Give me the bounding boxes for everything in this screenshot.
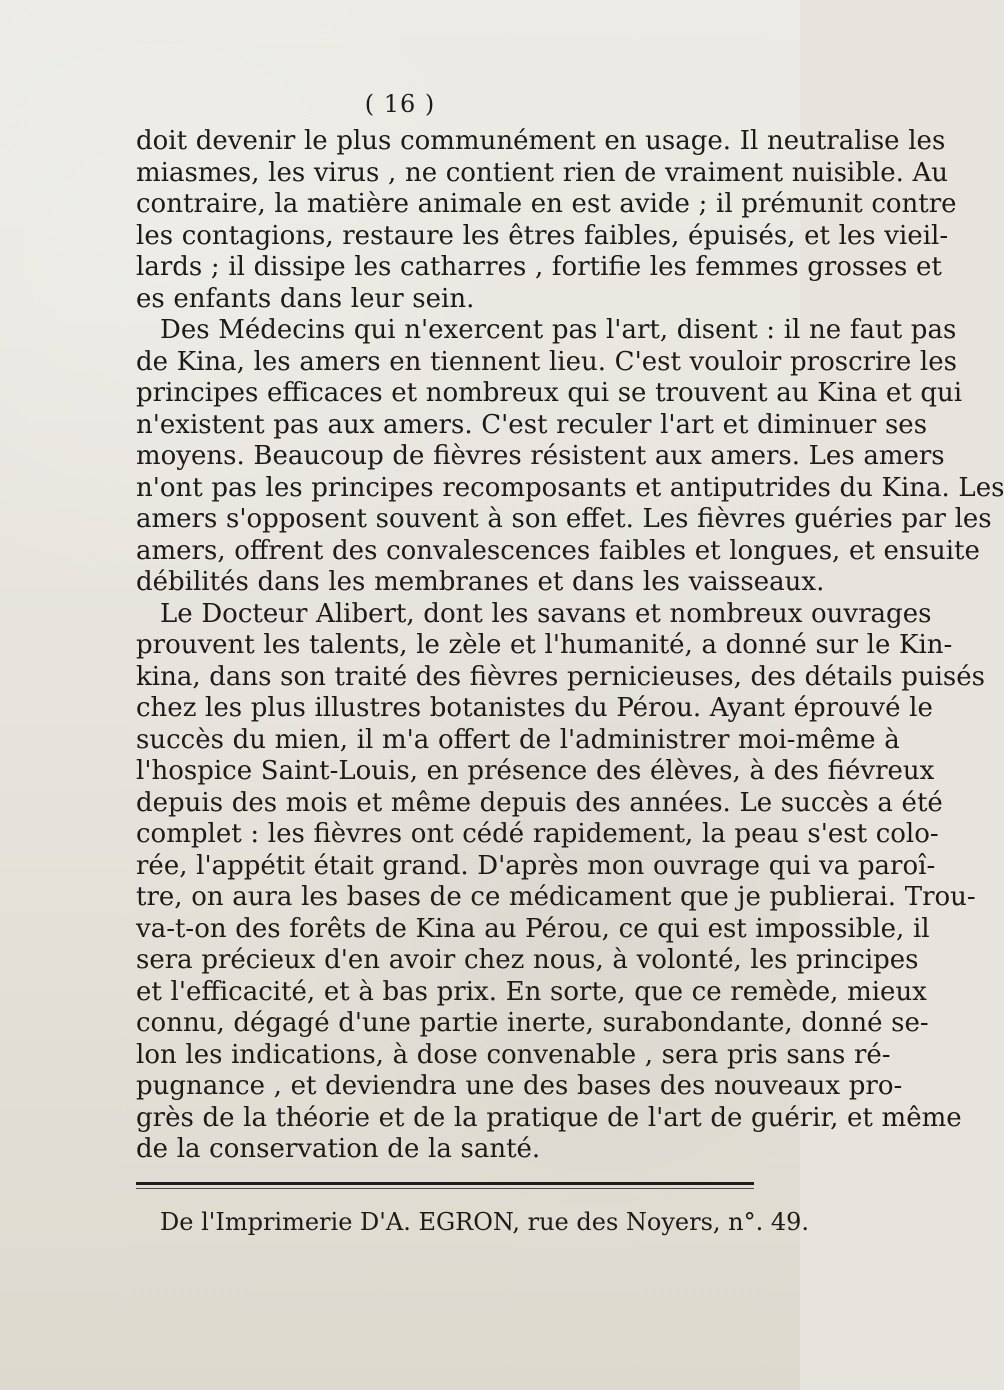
paragraph-3-line-7: depuis des mois et même depuis des années. Le succès a été: [136, 787, 943, 818]
paragraph-3-line-15: lon les indications, à dose convenable , sera pris sans ré-: [136, 1039, 891, 1070]
separator-thin-rule: [136, 1188, 754, 1189]
paragraph-1-line-3: contraire, la matière animale en est avide ; il prémunit contre: [136, 189, 957, 219]
paragraph-2-line-9: débilités dans les membranes et dans les vaisseaux.: [136, 567, 825, 597]
paragraph-3-line-1: Le Docteur Alibert, dont les savans et nombreux ouvrages: [160, 598, 932, 629]
paragraph-2-line-2: de Kina, les amers en tiennent lieu. C'est vouloir proscrire les: [136, 346, 957, 377]
paragraph-1-line-5: lards ; il dissipe les catharres , fortifie les femmes grosses et: [136, 252, 942, 282]
paragraph-2-line-5: moyens. Beaucoup de fièvres résistent aux amers. Les amers: [136, 441, 945, 471]
paragraph-1-line-6: es enfants dans leur sein.: [136, 283, 475, 314]
paragraph-3-line-9: rée, l'appétit était grand. D'après mon ouvrage qui va paroî-: [136, 850, 936, 881]
paragraph-3-line-2: prouvent les talents, le zèle et l'humanité, a donné sur le Kin-: [136, 630, 953, 660]
body-text: [136, 126, 1004, 1166]
paragraph-2-line-1: Des Médecins qui n'exercent pas l'art, disent : il ne faut pas: [160, 315, 957, 345]
paragraph-3-line-10: tre, on aura les bases de ce médicament que je publierai. Trou-: [136, 882, 976, 912]
paragraph-2-line-7: amers s'opposent souvent à son effet. Les fièvres guéries par les: [136, 504, 992, 534]
paragraph-3-line-11: va-t-on des forêts de Kina au Pérou, ce qui est impossible, il: [136, 913, 930, 944]
paragraph-3-line-12: sera précieux d'en avoir chez nous, à volonté, les principes: [136, 945, 919, 975]
paragraph-3-line-4: chez les plus illustres botanistes du Pérou. Ayant éprouvé le: [136, 693, 933, 723]
paragraph-3: [136, 598, 985, 1166]
page-number: ( 16 ): [364, 90, 436, 118]
paragraph-3-line-5: succès du mien, il m'a offert de l'administrer moi-même à: [136, 724, 900, 755]
printer-imprint: De l'Imprimerie D'A. EGRON, rue des Noyers, n°. 49.: [160, 1208, 810, 1236]
paragraph-2: [136, 315, 1004, 599]
paragraph-3-line-14: connu, dégagé d'une partie inerte, surabondante, donné se-: [136, 1008, 929, 1038]
paragraph-2-line-4: n'existent pas aux amers. C'est reculer l'art et diminuer ses: [136, 409, 928, 440]
paragraph-3-line-16: pugnance , et deviendra une des bases des nouveaux pro-: [136, 1071, 903, 1101]
paragraph-3-line-3: kina, dans son traité des fièvres pernicieuses, des détails puisés: [136, 661, 985, 692]
paragraph-2-line-8: amers, offrent des convalescences faibles et longues, et ensuite: [136, 535, 980, 566]
paragraph-1-line-2: miasmes, les virus , ne contient rien de vraiment nuisible. Au: [136, 157, 949, 188]
paragraph-3-line-18: de la conservation de la santé.: [136, 1134, 541, 1164]
paragraph-2-line-3: principes efficaces et nombreux qui se trouvent au Kina et qui: [136, 378, 963, 408]
paragraph-1: [136, 126, 957, 315]
paragraph-3-line-6: l'hospice Saint-Louis, en présence des élèves, à des fiévreux: [136, 756, 935, 786]
paragraph-1-line-4: les contagions, restaure les êtres faibles, épuisés, et les vieil-: [136, 220, 949, 251]
paragraph-3-line-17: grès de la théorie et de la pratique de l'art de guérir, et même: [136, 1102, 962, 1133]
footer-separator: [136, 1182, 754, 1192]
paragraph-3-line-13: et l'efficacité, et à bas prix. En sorte, que ce remède, mieux: [136, 976, 927, 1007]
paragraph-2-line-6: n'ont pas les principes recomposants et antiputrides du Kina. Les: [136, 472, 1004, 503]
paragraph-1-line-1: doit devenir le plus communément en usage. Il neutralise les: [136, 126, 946, 156]
separator-thick-rule: [136, 1182, 754, 1185]
paragraph-3-line-8: complet : les fièvres ont cédé rapidement, la peau s'est colo-: [136, 819, 939, 849]
